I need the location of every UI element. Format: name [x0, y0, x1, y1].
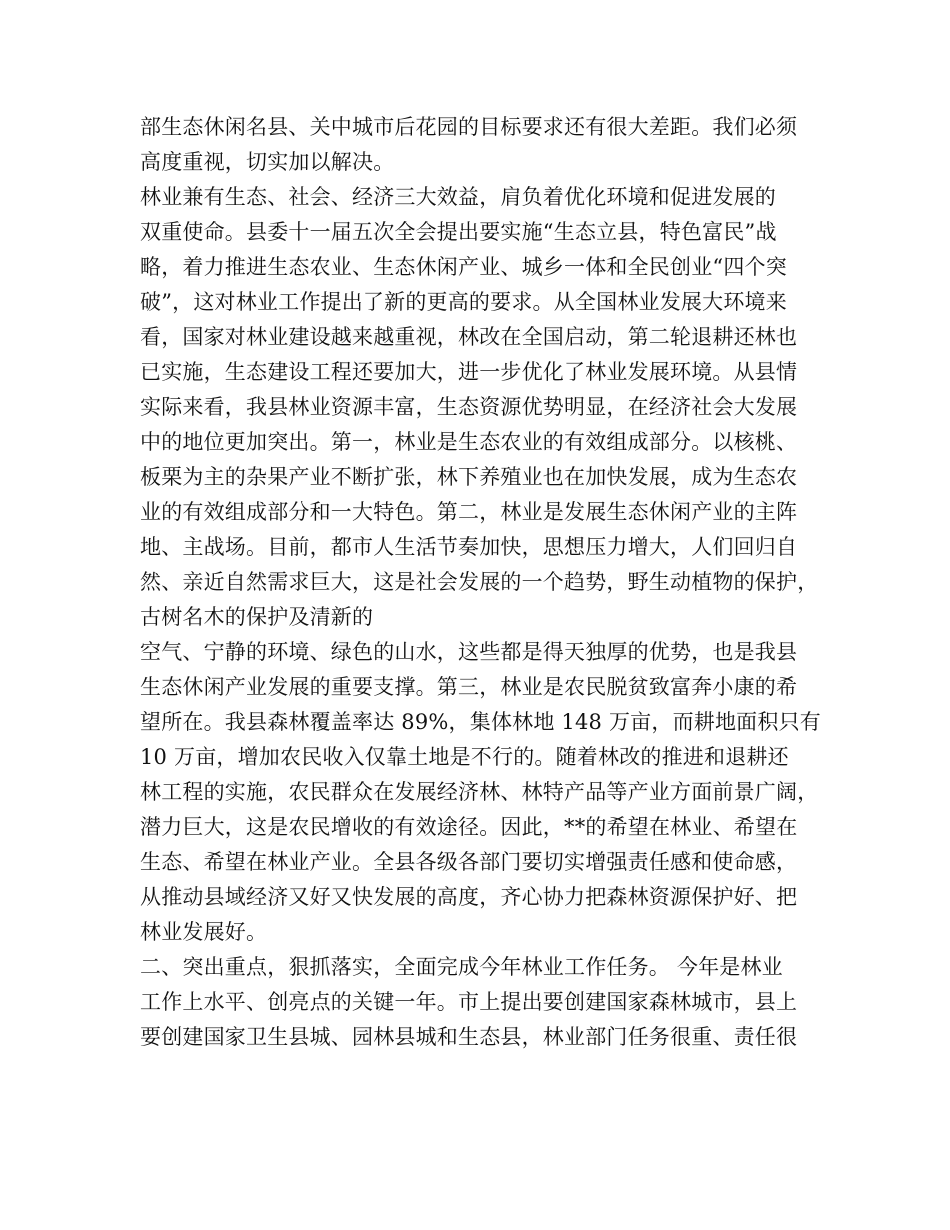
- text-line: 从推动县域经济又好又快发展的高度，齐心协力把森林资源保护好、把: [140, 885, 798, 909]
- text-line: 业的有效组成部分和一大特色。第二，林业是发展生态休闲产业的主阵: [140, 500, 798, 524]
- text-line: 林业发展好。: [140, 920, 268, 944]
- text-line: 略，着力推进生态农业、生态休闲产业、城乡一体和全民创业“四个突: [140, 255, 787, 279]
- text-line: 看，国家对林业建设越来越重视，林改在全国启动，第二轮退耕还林也: [140, 325, 798, 349]
- text-line: 望所在。我县森林覆盖率达 89%，集体林地 148 万亩，而耕地面积只有: [140, 710, 821, 734]
- document-body: [140, 110, 830, 1055]
- text-line: 10 万亩，增加农民收入仅靠土地是不行的。随着林改的推进和退耕还: [140, 745, 789, 769]
- text-line: 要创建国家卫生县城、园林县城和生态县，林业部门任务很重、责任很: [140, 1025, 798, 1049]
- text-line: 工作上水平、创亮点的关键一年。市上提出要创建国家森林城市，县上: [140, 990, 798, 1014]
- text-line: 板栗为主的杂果产业不断扩张，林下养殖业也在加快发展，成为生态农: [140, 465, 798, 489]
- text-line: 古树名木的保护及清新的: [140, 605, 374, 629]
- text-line: 然、亲近自然需求巨大，这是社会发展的一个趋势，野生动植物的保护，: [140, 570, 819, 594]
- text-line: 生态休闲产业发展的重要支撑。第三，林业是农民脱贫致富奔小康的希: [140, 675, 798, 699]
- text-line: 中的地位更加突出。第一，林业是生态农业的有效组成部分。以核桃、: [140, 430, 798, 454]
- text-line: 破”，这对林业工作提出了新的更高的要求。从全国林业发展大环境来: [140, 290, 787, 314]
- text-line: 林工程的实施，农民群众在发展经济林、林特产品等产业方面前景广阔，: [140, 780, 819, 804]
- text-line: 空气、宁静的环境、绿色的山水，这些都是得天独厚的优势，也是我县: [140, 640, 798, 664]
- text-line: 实际来看，我县林业资源丰富，生态资源优势明显，在经济社会大发展: [140, 395, 798, 419]
- text-line: 地、主战场。目前，都市人生活节奏加快，思想压力增大，人们回归自: [140, 535, 798, 559]
- text-line: 高度重视，切实加以解决。: [140, 150, 395, 174]
- text-line: 生态、希望在林业产业。全县各级各部门要切实增强责任感和使命感，: [140, 850, 798, 874]
- text-line: 二、突出重点，狠抓落实，全面完成今年林业工作任务。 今年是林业: [140, 955, 783, 979]
- text-line: 林业兼有生态、社会、经济三大效益，肩负着优化环境和促进发展的: [140, 185, 776, 209]
- text-line: 双重使命。县委十一届五次全会提出要实施“生态立县，特色富民”战: [140, 220, 777, 244]
- text-line: 部生态休闲名县、关中城市后花园的目标要求还有很大差距。我们必须: [140, 115, 798, 139]
- text-line: 已实施，生态建设工程还要加大，进一步优化了林业发展环境。从县情: [140, 360, 798, 384]
- text-line: 潜力巨大，这是农民增收的有效途径。因此，**的希望在林业、希望在: [140, 815, 798, 839]
